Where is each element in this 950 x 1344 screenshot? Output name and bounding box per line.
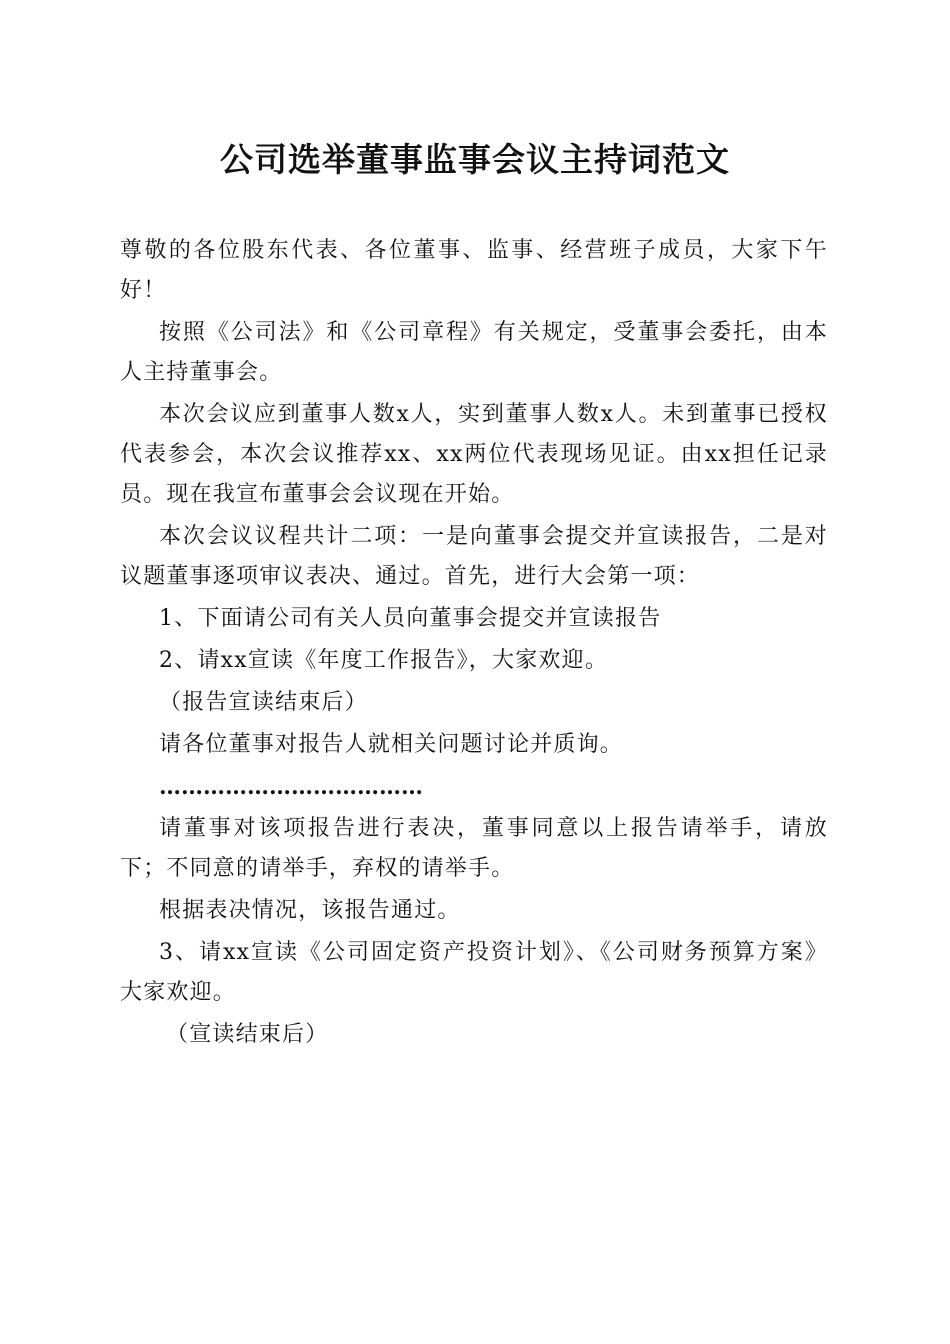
agenda-item-2: 2、请xx宣读《年度工作报告》，大家欢迎。 bbox=[159, 648, 609, 673]
discussion-paragraph: 请各位董事对报告人就相关问题讨论并质询。 bbox=[159, 732, 624, 757]
greeting-paragraph: 尊敬的各位股东代表、各位董事、监事、经营班子成员，大家下午好！ bbox=[120, 238, 828, 303]
stage-note-report-end: （报告宣读结束后） bbox=[159, 690, 368, 715]
authorization-paragraph: 按照《公司法》和《公司章程》有关规定，受董事会委托，由本人主持董事会。 bbox=[120, 320, 828, 385]
attendance-paragraph: 本次会议应到董事人数x人，实到董事人数x人。未到董事已授权代表参会，本次会议推荐xx、xx两位代表现场见证。由xx担任记录员。现在我宣布董事会会议现在开始。 bbox=[120, 402, 828, 507]
vote-result-paragraph: 根据表决情况，该报告通过。 bbox=[159, 898, 461, 923]
stage-note-reading-end: （宣读结束后） bbox=[166, 1022, 329, 1047]
agenda-item-1: 1、下面请公司有关人员向董事会提交并宣读报告 bbox=[159, 606, 662, 631]
ellipsis-line: ……………………………… bbox=[159, 774, 423, 800]
vote-paragraph: 请董事对该项报告进行表决，董事同意以上报告请举手，请放下；不同意的请举手，弃权的请举手。 bbox=[120, 816, 828, 881]
document-title: 公司选举董事监事会议主持词范文 bbox=[220, 140, 730, 179]
agenda-paragraph: 本次会议议程共计二项：一是向董事会提交并宣读报告，二是对议题董事逐项审议表决、通过。首先，进行大会第一项： bbox=[120, 524, 828, 589]
agenda-item-3: 3、请xx宣读《公司固定资产投资计划》、《公司财务预算方案》大家欢迎。 bbox=[120, 940, 828, 1005]
document-body bbox=[120, 231, 828, 1057]
